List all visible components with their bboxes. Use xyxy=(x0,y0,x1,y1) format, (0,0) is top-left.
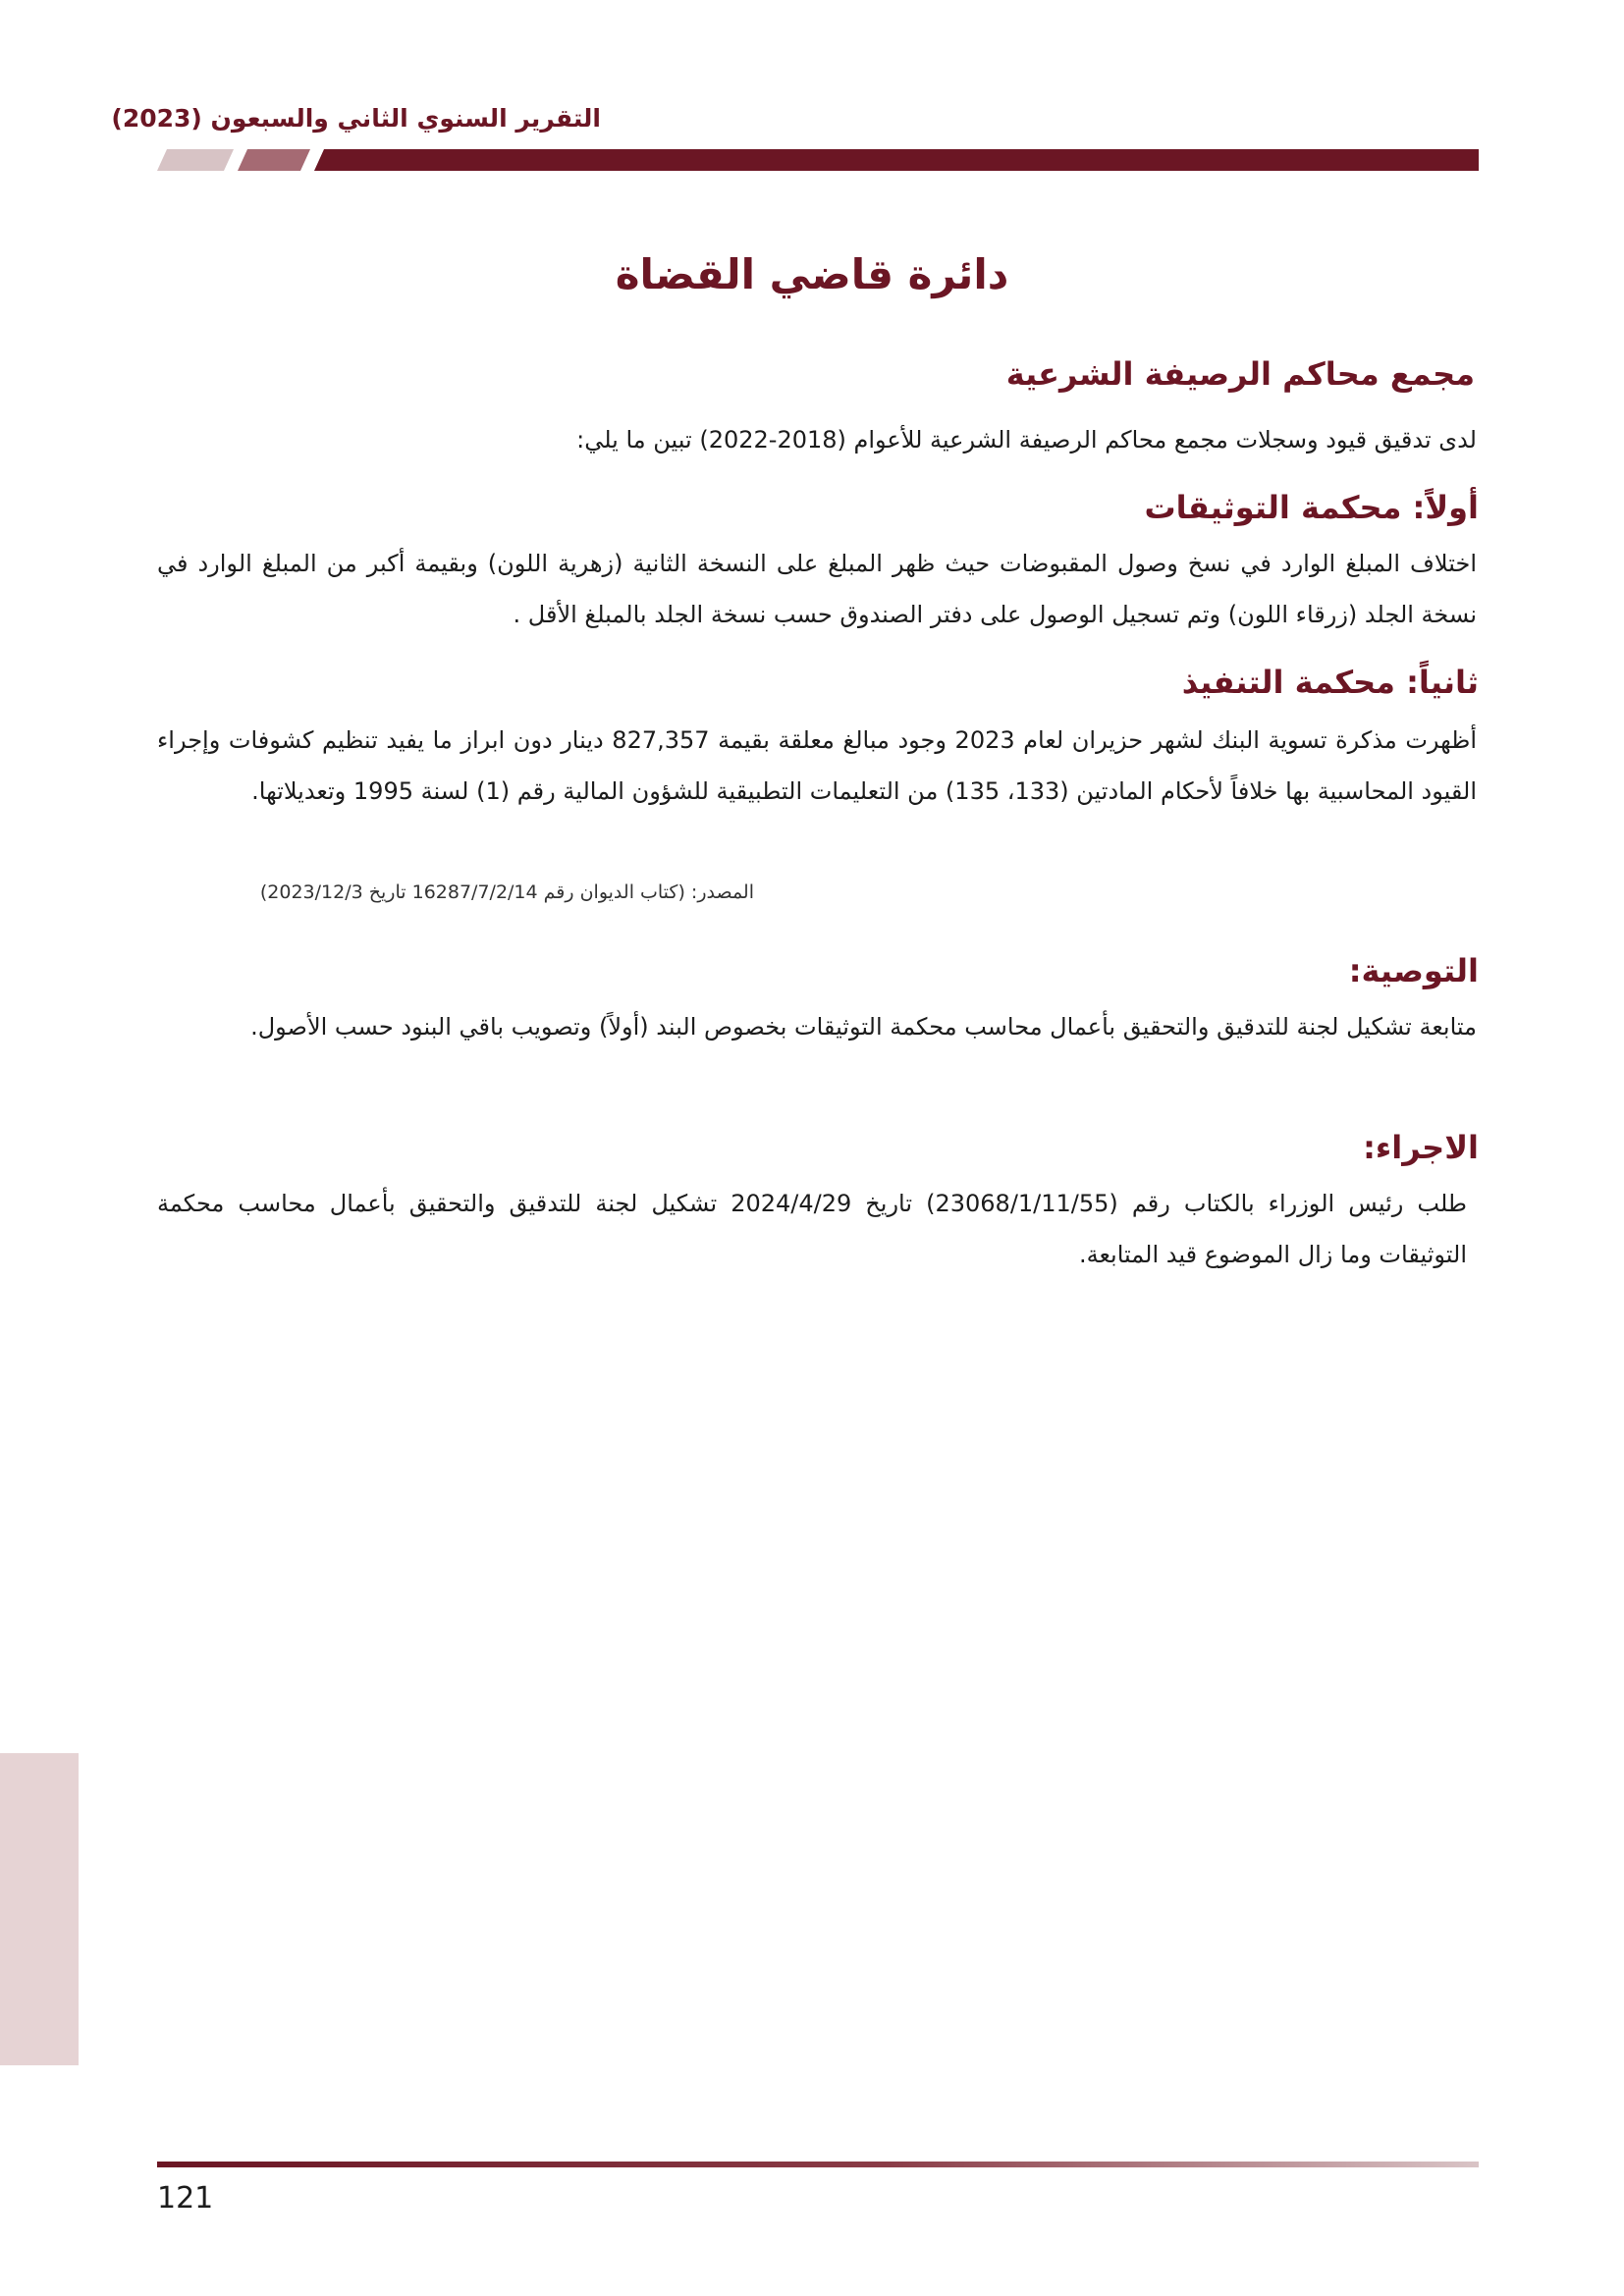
header-decorative-band xyxy=(157,149,1479,171)
page-main-heading: دائرة قاضي القضاة xyxy=(615,250,1009,298)
recommendation-heading: التوصية: xyxy=(1348,952,1479,989)
section-intro xyxy=(157,414,1477,465)
side-color-tab xyxy=(0,1753,79,2065)
recommendation-paragraph xyxy=(157,1001,1477,1052)
page-number: 121 xyxy=(157,2181,214,2216)
first-item-paragraph xyxy=(157,538,1477,640)
source-note: المصدر: (كتاب الديوان رقم 16287/7/2/14 تاريخ 2023/12/3) xyxy=(259,881,754,903)
header-band-segment-light xyxy=(157,149,234,171)
second-item-paragraph xyxy=(157,715,1477,817)
footer-gradient-line xyxy=(157,2162,1479,2167)
report-header-title: التقرير السنوي الثاني والسبعون (2023) xyxy=(111,104,601,133)
action-text: طلب رئيس الوزراء بالكتاب رقم (23068/1/11/55) تاريخ 2024/4/29 تشكيل لجنة للتدقيق والتحقيق بأعمال محاسب محكمة التوثيقات وما زال الموضوع قيد المتابعة. xyxy=(157,1190,1468,1268)
first-item-heading: أولاً: محكمة التوثيقات xyxy=(1144,489,1479,526)
action-paragraph xyxy=(157,1178,1467,1280)
header-band-segment-dark xyxy=(314,149,1479,171)
recommendation-text: متابعة تشكيل لجنة للتدقيق والتحقيق بأعمال محاسب محكمة التوثيقات بخصوص البند (أولاً) وتصويب باقي البنود حسب الأصول. xyxy=(250,1013,1477,1041)
second-item-heading: ثانياً: محكمة التنفيذ xyxy=(1181,664,1479,701)
section-title: مجمع محاكم الرصيفة الشرعية xyxy=(1005,355,1475,393)
action-heading: الاجراء: xyxy=(1363,1129,1479,1166)
header-band-segment-medium xyxy=(238,149,310,171)
second-item-text: أظهرت مذكرة تسوية البنك لشهر حزيران لعام 2023 وجود مبالغ معلقة بقيمة 827,357 دينار دون ابراز ما يفيد تنظيم كشوفات وإجراء القيود المحاسبية بها خلافاً لأحكام المادتين (133، 135) من التعليمات التطبيقية للشؤون المالية رقم (1) لسنة 1995 وتعديلاتها. xyxy=(157,726,1478,805)
first-item-text: اختلاف المبلغ الوارد في نسخ وصول المقبوضات حيث ظهر المبلغ على النسخة الثانية (زهرية اللون) وبقيمة أكبر من المبلغ الوارد في نسخة الجلد (زرقاء اللون) وتم تسجيل الوصول على دفتر الصندوق حسب نسخة الجلد بالمبلغ الأقل . xyxy=(157,550,1477,628)
intro-text: لدى تدقيق قيود وسجلات مجمع محاكم الرصيفة الشرعية للأعوام (2018-2022) تبين ما يلي: xyxy=(576,426,1477,454)
